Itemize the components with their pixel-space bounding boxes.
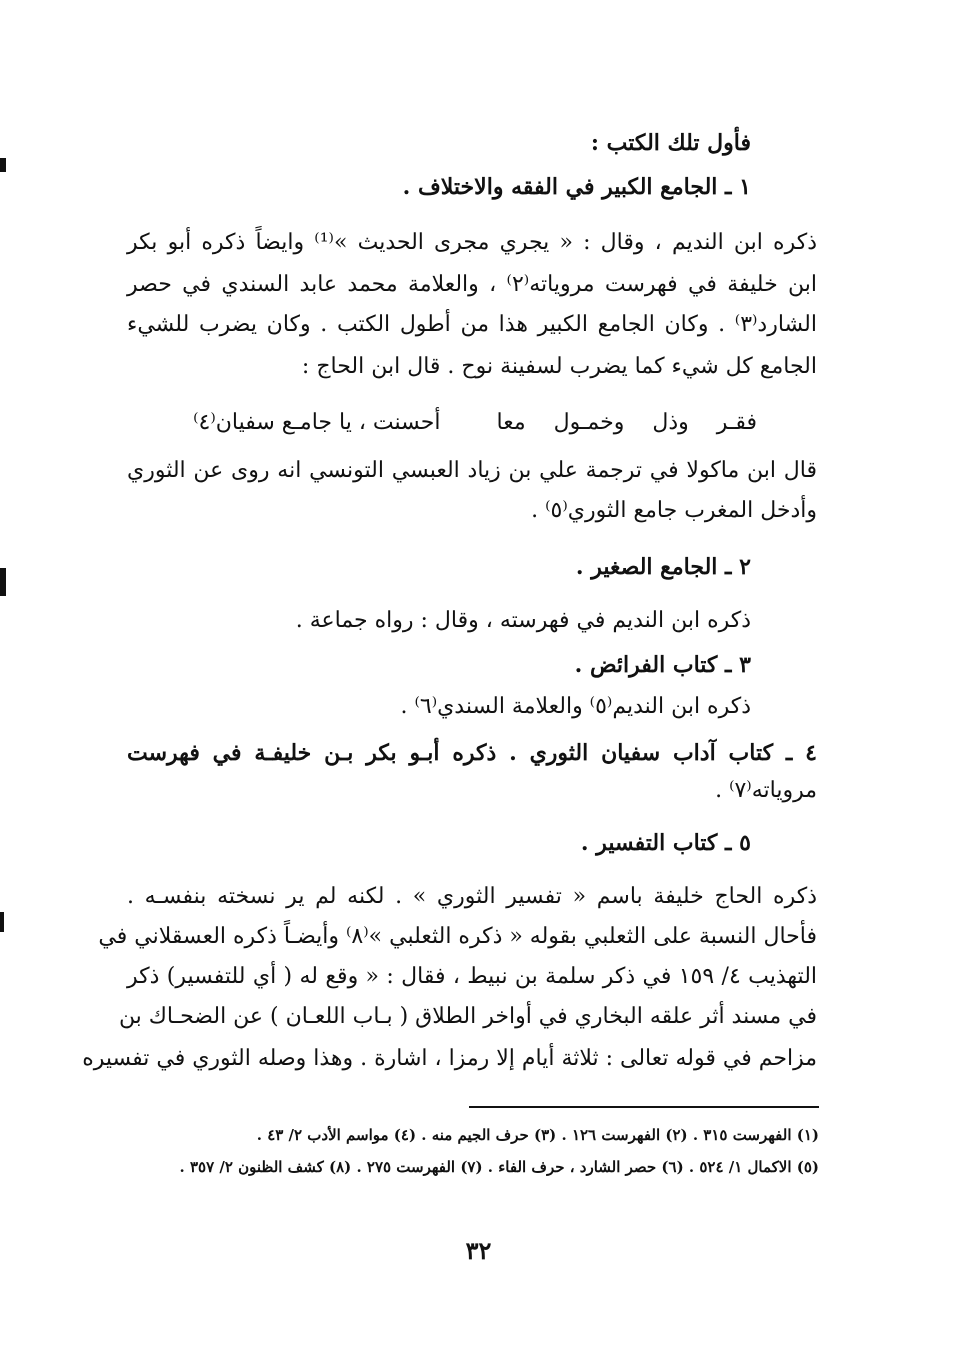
paragraph-line: ابن خليفة في فهرست مروياته⁽٢⁾ ، والعلامة محمد عابد السندي في حصر	[127, 272, 817, 297]
page-number: ٣٢	[465, 1236, 492, 1265]
paragraph-line: قال ابن ماكولا في ترجمة علي بن زياد العبسي التونسي انه روى عن الثوري	[127, 458, 817, 483]
poem-word: وخمـول	[553, 410, 625, 435]
paragraph-line: التهذيب ٤/ ١٥٩ في ذكر سلمة بن نبيط ، فقال : « وقع له ( أي للتفسير) ذكر	[127, 964, 818, 989]
list-item-5: ٥ ـ كتاب التفسير .	[580, 830, 751, 856]
paragraph-line: فأحال النسبة على الثعلبي بقوله « ذكره الثعلبي »⁽٨⁾ وأيضـاً ذكره العسقلاني في	[98, 924, 817, 949]
paragraph-line: في مسند أثر علقه البخاري في أواخر الطلاق ( بـاب اللعـان ) عن الضحـاك بن	[118, 1004, 817, 1029]
poem-word: معا	[496, 410, 526, 435]
list-item-3: ٣ ـ كتاب الفرائض .	[574, 652, 751, 678]
paragraph-line: مزاحم في قوله تعالى : ثلاثة أيام إلا رمزا ، اشارة . وهذا وصله الثوري في تفسيره	[82, 1046, 817, 1071]
paragraph-line: وأدخل المغرب جامع الثوري⁽٥⁾ .	[531, 498, 817, 523]
footnote-line: (١) الفهرست ٣١٥ . (٢) الفهرست ١٢٦ . (٣) حرف الجيم منه . (٤) مواسم الأدب ٢/ ٤٣ .	[256, 1126, 819, 1144]
poem-word: أحسنت ، يا جامـع سفيان⁽٤⁾	[193, 410, 441, 435]
paragraph-line: ذكره ابن النديم⁽٥⁾ والعلامة السندي⁽٦⁾ .	[400, 694, 751, 719]
scan-edge-mark	[0, 568, 6, 596]
paragraph-line: مروياته⁽٧⁾ .	[715, 778, 817, 803]
scan-edge-mark	[0, 158, 6, 172]
footnote-line: (٥) الاكمال ١/ ٥٢٤ . (٦) حصر الشارد ، حرف الفاء . (٧) الفهرست ٢٧٥ . (٨) كشف الظنون ٢/ ٣٥٧ .	[179, 1158, 819, 1176]
poem-verse	[193, 408, 757, 438]
poem-word: فقـر	[716, 410, 757, 435]
paragraph-line: الشارد⁽٣⁾ . وكان الجامع الكبير هذا من أطول الكتب . وكان يضرب للشيء	[127, 312, 817, 337]
list-item-4: ٤ ـ كتاب آداب سفيان الثوري . ذكره أبـو بكر بـن خليفـة في فهرست	[127, 740, 817, 766]
footnote-divider	[469, 1106, 819, 1108]
scan-edge-mark	[0, 912, 4, 932]
list-item-1: ١ ـ الجامع الكبير في الفقه والاختلاف .	[402, 174, 751, 200]
poem-word: وذل	[652, 410, 689, 435]
paragraph-line: ذكره ابن النديم ، وقال : « يجري مجرى الحديث »⁽¹⁾ وايضاً ذكره أبو بكر	[127, 230, 817, 255]
paragraph-line: الجامع كل شيء كما يضرب لسفينة نوح . قال ابن الحاج :	[301, 354, 817, 379]
paragraph-line: ذكره ابن النديم في فهرسته ، وقال : رواه جماعة .	[295, 608, 751, 633]
section-heading: فأول تلك الكتب :	[590, 130, 751, 156]
paragraph-line: ذكره الحاج خليفة باسم « تفسير الثوري » . لكنه لم ير نسخته بنفسـه .	[127, 884, 817, 909]
list-item-2: ٢ ـ الجامع الصغير .	[575, 554, 751, 580]
